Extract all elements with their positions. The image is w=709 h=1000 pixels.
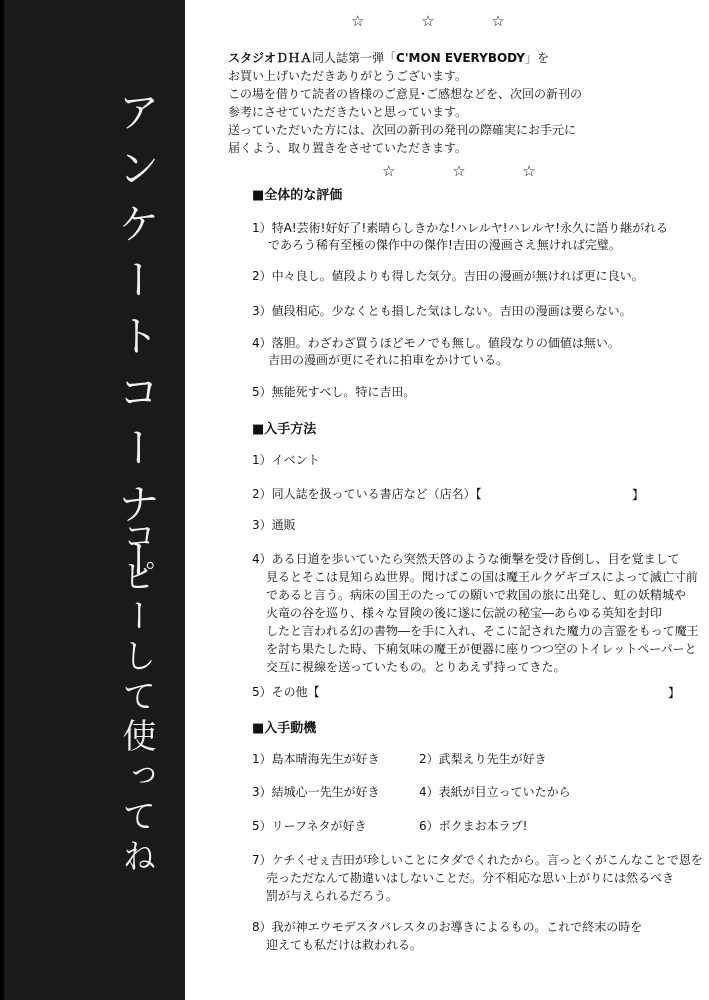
evaluation-item-4-line-2: 吉田の漫画が更にそれに拍車をかけている。 bbox=[268, 353, 509, 367]
book-title: C'MON EVERYBODY bbox=[396, 51, 525, 65]
acquisition-item-5-close: 】 bbox=[668, 686, 681, 700]
intro-line-6: 届くよう、取り置きをさせていただきます。 bbox=[228, 141, 468, 155]
section-heading-motive: ■入手動機 bbox=[252, 721, 317, 736]
acquisition-item-5: 5）その他【 bbox=[252, 685, 320, 699]
acquisition-item-3: 3）通販 bbox=[252, 518, 296, 532]
acquisition-item-4-line-5: したと言われる幻の書物―を手に入れ、そこに記された魔力の言霊をもって魔王 bbox=[266, 624, 699, 638]
acquisition-item-2: 2）同人誌を扱っている書店など（店名）【 bbox=[252, 487, 482, 501]
acquisition-item-1: 1）イベント bbox=[252, 453, 320, 467]
intro-line-2: お買い上げいただきありがとうございます。 bbox=[228, 69, 468, 83]
motive-item-8-line-1: 8）我が神エウモデスタバレスタのお導きによるもの。これで終末の時を bbox=[252, 920, 643, 934]
evaluation-item-2: 2）中々良し。値段よりも得した気分。吉田の漫画が無ければ更に良い。 bbox=[252, 269, 644, 283]
motive-item-1: 1）島本晴海先生が好き bbox=[252, 752, 380, 766]
stars-top: ☆ ☆ ☆ bbox=[351, 12, 531, 30]
evaluation-item-1-line-2: であろう稀有至極の傑作中の傑作!吉田の漫画さえ無ければ完璧。 bbox=[268, 238, 621, 252]
intro-line-4: 参考にさせていただきたいと思っています。 bbox=[228, 105, 468, 119]
motive-item-3: 3）結城心一先生が好き bbox=[252, 785, 380, 799]
acquisition-item-4-line-7: 交互に視線を送っていたもの。とりあえず持ってきた。 bbox=[266, 660, 566, 674]
sidebar-edge bbox=[0, 0, 4, 1000]
section-heading-acquisition: ■入手方法 bbox=[252, 422, 317, 437]
acquisition-item-4-line-2: 見るとそこは見知らぬ世界。聞けばこの国は魔王ルクゲギゴスによって滅亡寸前 bbox=[266, 570, 698, 584]
intro-line-3: この場を借りて読者の皆様のご意見･ご感想などを、次回の新刊の bbox=[228, 87, 583, 101]
acquisition-item-4-line-1: 4）ある日道を歩いていたら突然天啓のような衝撃を受け昏倒し、目を覚まして bbox=[252, 552, 680, 566]
motive-item-6: 6）ボクまお本ラブ! bbox=[419, 819, 528, 833]
evaluation-item-5: 5）無能死すべし。特に吉田。 bbox=[252, 385, 416, 399]
motive-item-4: 4）表紙が目立っていたから bbox=[419, 785, 571, 799]
acquisition-item-4-line-3: であると言う。病床の国王のたっての願いで救国の旅に出発し、虹の妖精城や bbox=[266, 588, 687, 602]
section-heading-evaluation: ■全体的な評価 bbox=[252, 188, 343, 203]
studio-name: スタジオＤＨＡ bbox=[228, 51, 313, 65]
motive-item-7-line-2: 売っただなんて勘違いはしないことだ。分不相応な思い上がりには然るべき bbox=[266, 871, 675, 885]
motive-item-7-line-1: 7）ケチくせぇ吉田が珍しいことにタダでくれたから。言っとくがこんなことで恩を bbox=[252, 853, 703, 867]
sidebar-subtitle: コピーして使ってね bbox=[116, 518, 156, 878]
acquisition-item-4-line-4: 火竜の谷を巡り、様々な冒険の後に遂に伝説の秘宝―あらゆる英知を封印 bbox=[266, 606, 663, 620]
evaluation-item-3: 3）値段相応。少なくとも損した気はしない。吉田の漫画は要らない。 bbox=[252, 304, 632, 318]
motive-item-2: 2）武梨えり先生が好き bbox=[419, 752, 547, 766]
intro-line-1 bbox=[228, 50, 549, 66]
sidebar-title: アンケートコーナー bbox=[112, 90, 161, 594]
evaluation-item-4-line-1: 4）落胆。わざわざ買うほどモノでも無し。値段なりの価値は無い。 bbox=[252, 336, 620, 350]
motive-item-7-line-3: 罰が与えられるだろう。 bbox=[266, 889, 399, 903]
acquisition-item-2-close: 】 bbox=[632, 488, 645, 502]
stars-mid: ☆ ☆ ☆ bbox=[382, 162, 562, 180]
evaluation-item-1-line-1: 1）特A!芸術!好好了!素晴らしきかな!ハレルヤ!ハレルヤ!永久に語り継がれる bbox=[252, 221, 669, 235]
motive-item-5: 5）リーフネタが好き bbox=[252, 819, 367, 833]
acquisition-item-4-line-6: を討ち果たした時、下痢気味の魔王が便器に座りつつ空のトイレットペーパーと bbox=[266, 642, 697, 656]
sidebar bbox=[0, 0, 185, 1000]
intro-line-1-rest: 同人誌第一弾「 bbox=[312, 51, 397, 65]
motive-item-8-line-2: 迎えても私だけは救われる。 bbox=[266, 938, 423, 952]
intro-line-1-end: 」を bbox=[524, 51, 549, 65]
intro-line-5: 送っていただいた方には、次回の新刊の発刊の際確実にお手元に bbox=[228, 123, 577, 137]
